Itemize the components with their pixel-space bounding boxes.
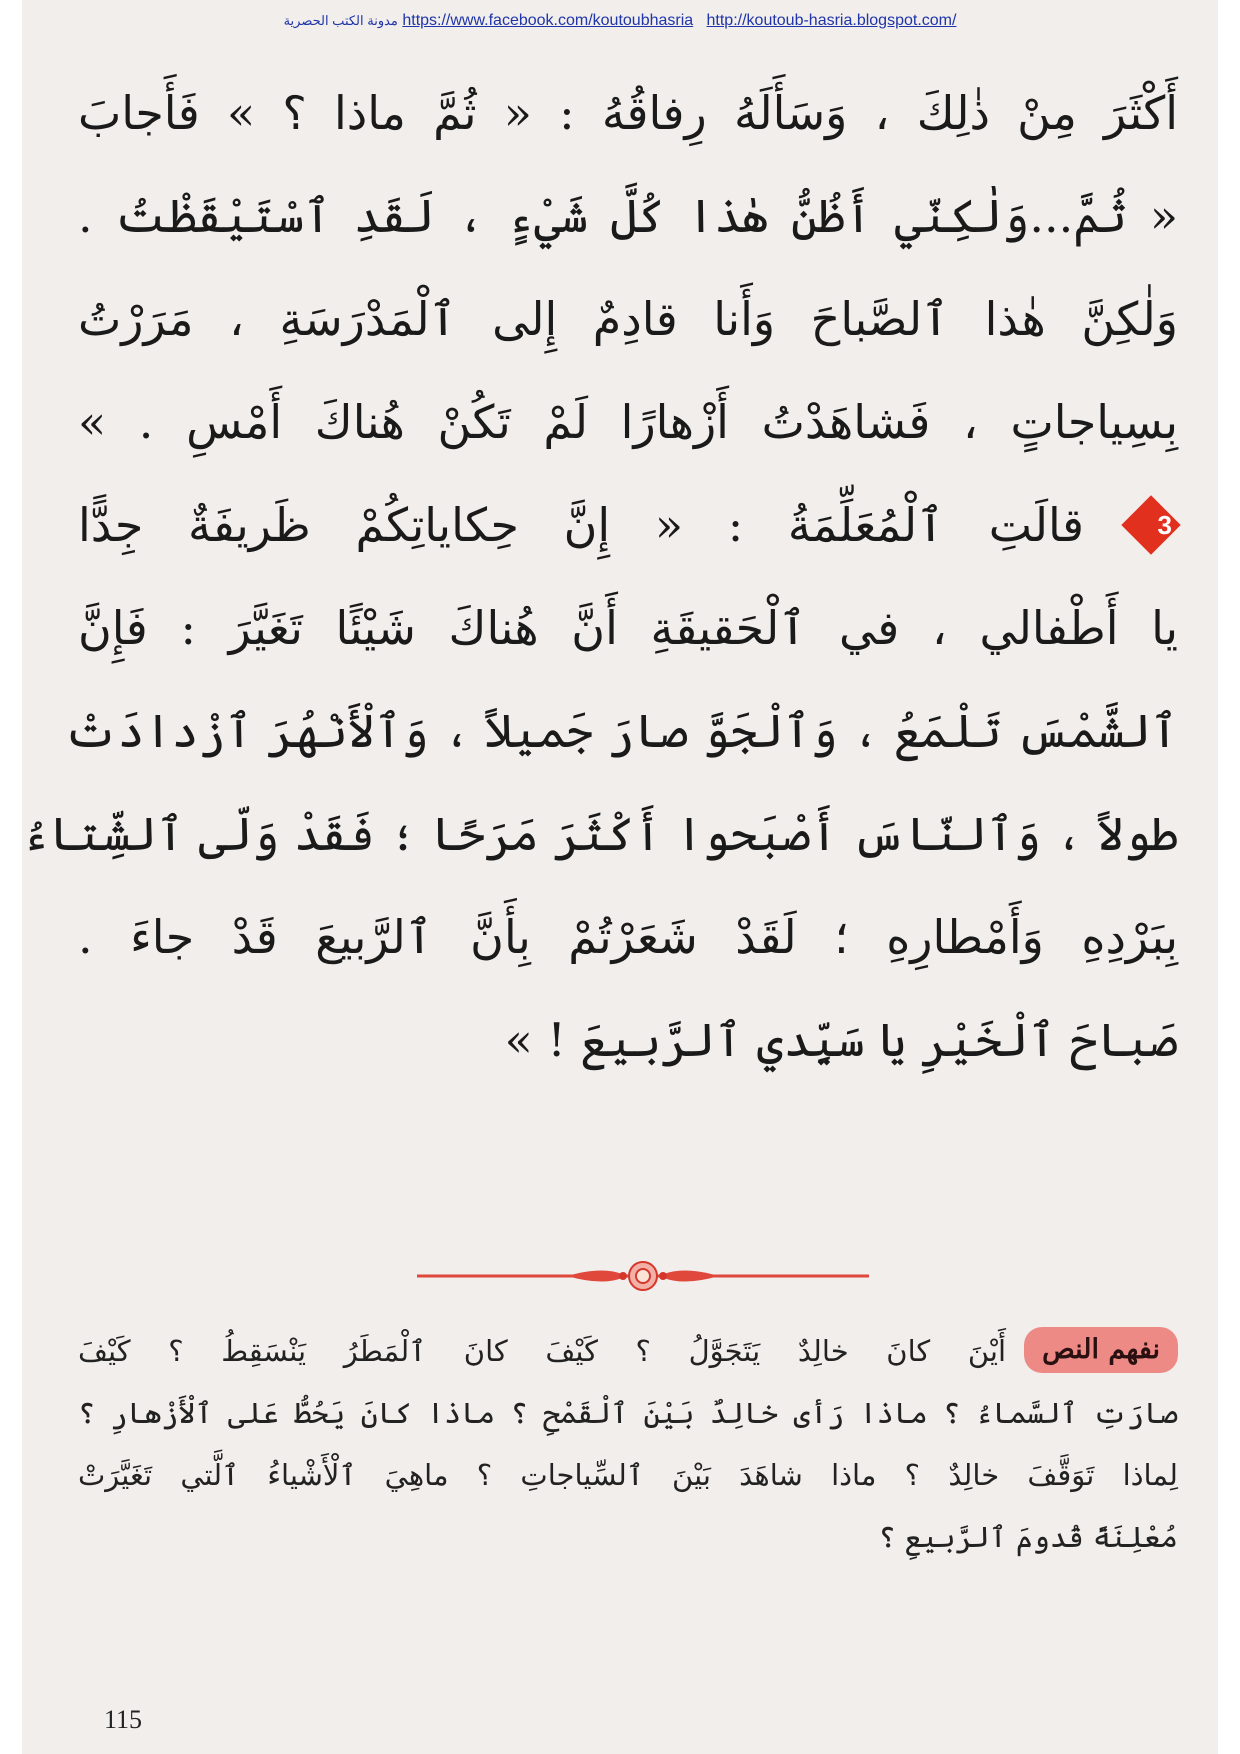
story-line-10: صَباحَ ٱلْخَيْرِ يا سَيِّدي ٱلرَّبيعَ ! »	[504, 1013, 1178, 1067]
story-line-7: ٱلشَّمْسَ تَلْمَعُ ، وَٱلْجَوَّ صارَ جَميلاً ، وَٱلْأَنْهُرَ ٱزْدادَتْ	[63, 704, 1178, 758]
book-page	[22, 0, 1218, 1754]
story-line-5-container	[78, 474, 1178, 577]
story-line-6: يا أَطْفالي ، في ٱلْحَقيقَةِ أَنَّ هُناكَ شَيْئًا تَغَيَّرَ : فَإِنَّ	[78, 601, 1178, 655]
story-line-4: بِسِياجاتٍ ، فَشاهَدْتُ أَزْهارًا لَمْ تَكُنْ هُناكَ أَمْسِ . »	[78, 395, 1178, 449]
question-line-1: أَيْنَ كانَ خالِدٌ يَتَجَوَّلُ ؟ كَيْفَ كانَ ٱلْمَطَرُ يَنْسَقِطُ ؟ كَيْفَ	[78, 1334, 1007, 1368]
question-line-4: مُعْلِنَةً قُدومَ ٱلرَّبيعِ ؟	[878, 1520, 1178, 1554]
paragraph-number-marker	[1121, 495, 1180, 554]
source-header	[22, 12, 1218, 30]
story-line-3: وَلٰكِنَّ هٰذا ٱلصَّباحَ وَأَنا قادِمٌ إِلى ٱلْمَدْرَسَةِ ، مَرَرْتُ	[78, 292, 1178, 346]
page-number: 115	[104, 1705, 143, 1734]
story-line-9: بِبَرْدِهِ وَأَمْطارِهِ ؛ لَقَدْ شَعَرْتُمْ بِأَنَّ ٱلرَّبيعَ قَدْ جاءَ .	[78, 910, 1178, 964]
question-line-3: لِماذا تَوَقَّفَ خالِدٌ ؟ ماذا شاهَدَ بَيْنَ ٱلسِّياجاتِ ؟ ماهِيَ ٱلْأَشْياءُ ٱلَّتي تَغَيَّرَتْ	[78, 1458, 1178, 1492]
blog-link[interactable]: http://koutoub-hasria.blogspot.com/	[706, 12, 957, 29]
story-line-2: « ثُمَّ...وَلٰكِنّي أَظُنُّ هٰذا كُلَّ شَيْءٍ ، لَقَدِ ٱسْتَيْقَظْتُ .	[78, 189, 1178, 243]
facebook-link[interactable]: https://www.facebook.com/koutoubhasria	[402, 12, 694, 29]
story-line-8: طولاً ، وَٱلنّاسَ أَصْبَحوا أَكْثَرَ مَرَحًا ؛ فَقَدْ وَلّى ٱلشِّتاءُ	[22, 807, 1178, 861]
story-line-5: قالَتِ ٱلْمُعَلِّمَةُ : « إِنَّ حِكاياتِكُمْ ظَريفَةٌ جِدًّا	[78, 498, 1084, 552]
story-line-1: أَكْثَرَ مِنْ ذٰلِكَ ، وَسَأَلَهُ رِفاقُهُ : « ثُمَّ ماذا ؟ » فَأَجابَ	[78, 86, 1178, 140]
comprehension-questions	[78, 1320, 1178, 1568]
blog-name: مدونة الكتب الحصرية	[283, 13, 398, 28]
section-title: نفهم النص	[1024, 1327, 1178, 1373]
story-text	[22, 62, 1178, 1092]
question-line-2: صارَتِ ٱلسَّماءُ ؟ ماذا رَأى خالِدٌ بَيْنَ ٱلْقَمْحِ ؟ ماذا كانَ يَحُطُّ عَلى ٱلْأَزْهارِ ؟	[78, 1396, 1178, 1430]
ornamental-divider	[417, 1256, 869, 1296]
question-line-1-container	[78, 1320, 1178, 1382]
paragraph-number: 3	[1157, 510, 1172, 540]
